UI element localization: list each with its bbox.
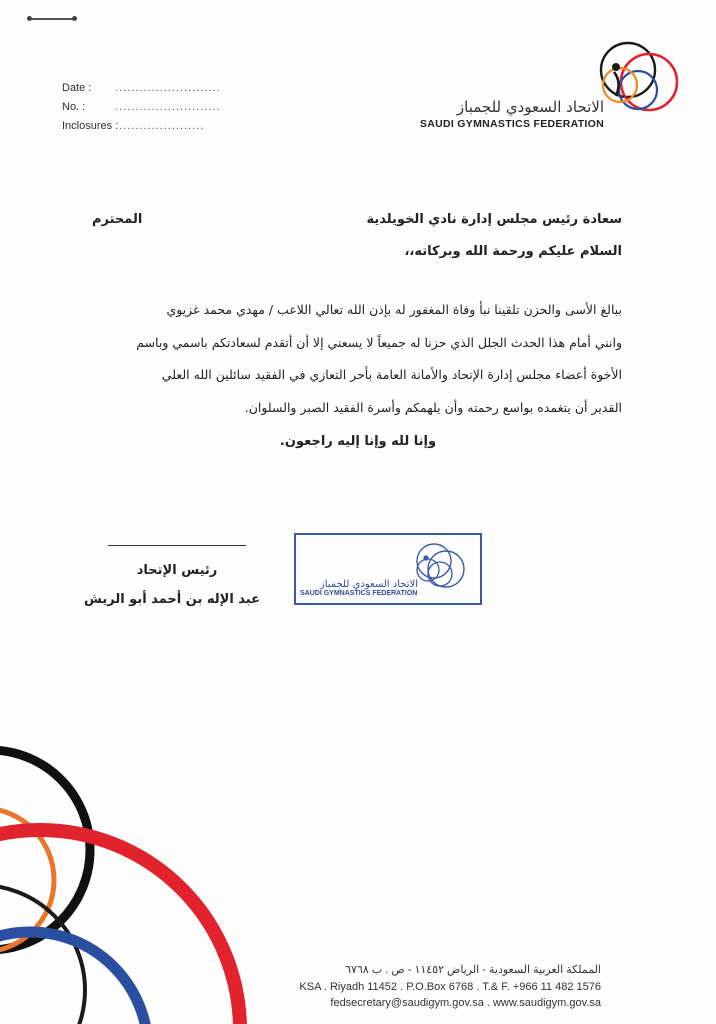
footer-address-arabic: المملكة العربية السعودية - الرياض ١١٤٥٢ - ص . ب ٦٧٦٨ (345, 964, 601, 976)
letter-reference-block (62, 79, 221, 136)
enclosures-label: Inclosures : (62, 120, 119, 132)
enclosures-field: ...................... (115, 120, 205, 132)
signatory-name: عبد الإله بن أحمد أبو الريش (83, 592, 260, 607)
number-field: .......................... (115, 101, 221, 113)
date-label: Date : (62, 82, 92, 94)
footer-email: fedsecretary@saudigym.gov.sa (330, 997, 484, 1009)
stamp-org-english: SAUDI GYMNASTICS FEDERATION (300, 590, 418, 597)
footer-separator: . (483, 997, 493, 1009)
stamp-org-arabic: الاتحاد السعودي للجمباز (319, 579, 418, 590)
footer-contact (299, 962, 601, 1012)
footer-address-english: KSA . Riyadh 11452 . P.O.Box 6768 . T.& F. +966 11 482 1576 (299, 980, 601, 993)
date-row (62, 79, 221, 98)
official-stamp (294, 533, 482, 605)
number-label: No. : (62, 101, 86, 113)
enclosures-row (62, 117, 221, 136)
decorative-rings-icon (0, 740, 260, 1024)
signatory-title: رئيس الإتحاد (136, 563, 218, 578)
body-line: الأخوة أعضاء مجلس إدارة الإتحاد والأمانة العامة بأحر التعازي في الفقيد سائلين الله العلي (161, 367, 622, 382)
footer-website: www.saudigym.gov.sa (492, 997, 601, 1009)
date-field: .......................... (115, 82, 221, 94)
org-name-english: SAUDI GYMNASTICS FEDERATION (419, 118, 604, 130)
org-name-arabic: الاتحاد السعودي للجمباز (456, 98, 604, 116)
addressee: سعادة رئيس مجلس إدارة نادي الخويلدية (366, 212, 622, 227)
stamp-logo-icon (412, 539, 468, 595)
body-line: ببالغ الأسى والحزن تلقينا نبأ وفاة المغفور له بإذن الله تعالي اللاعب / مهدي محمد غزيوي (166, 302, 622, 317)
honorific: المحترم (92, 212, 143, 227)
number-row (62, 98, 221, 117)
body-line: وانني أمام هذا الحدث الجلل الذي حزنا له جميعاً لا يسعني إلا أن أتقدم لسعادتكم باسمي وباسم (136, 334, 622, 350)
closing-phrase: وإنا لله وإنا إليه راجعون. (279, 434, 437, 449)
letter-body (86, 294, 622, 424)
body-line: القدير أن يتغمده بواسع رحمته وأن يلهمكم وأسرة الفقيد الصبر والسلوان. (244, 399, 622, 415)
footer-web-row (299, 995, 601, 1012)
signature-line (108, 545, 246, 546)
federation-logo-icon (594, 38, 684, 118)
greeting: السلام عليكم ورحمة الله وبركاته،، (404, 244, 622, 259)
hole-punch-mark (30, 18, 74, 20)
